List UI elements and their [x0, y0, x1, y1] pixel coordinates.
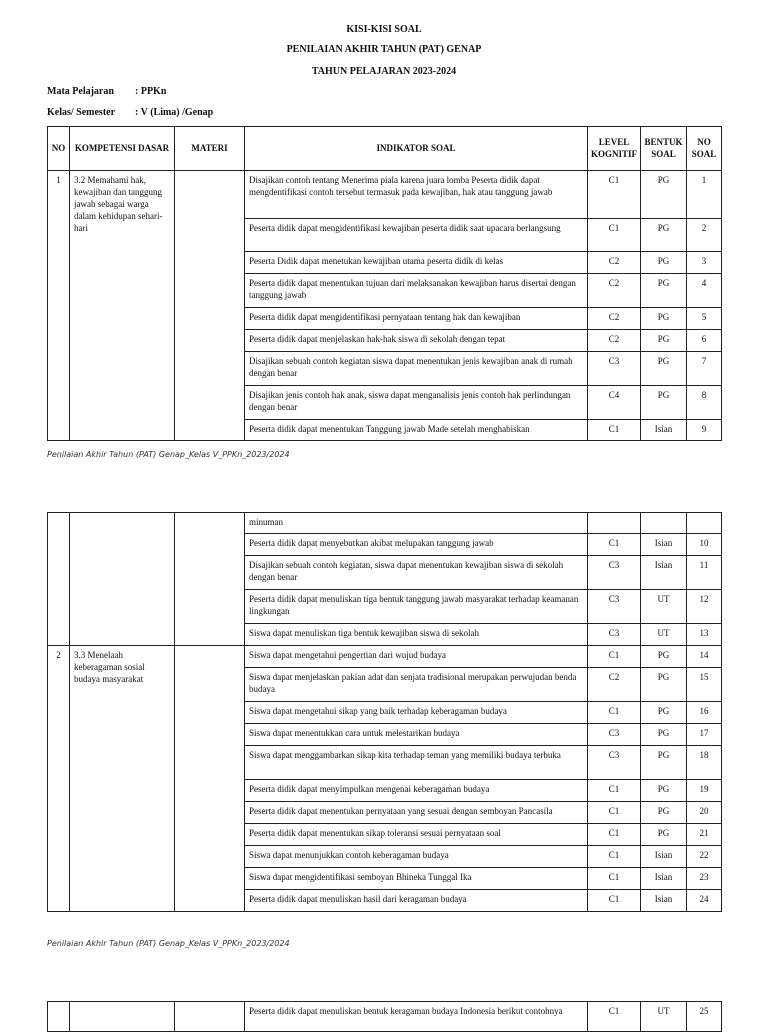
indikator-cell: Siswa dapat menjelaskan pakian adat dan senjata tradisional merupakan perwujudan benda budaya [245, 668, 588, 702]
indikator-cell: Peserta didik dapat menentukan pernyataan yang sesuai dengan semboyan Pancasila [245, 802, 588, 824]
level-cell: C1 [588, 780, 641, 802]
bentuk-cell: UT [641, 1002, 687, 1032]
no-soal-cell: 22 [687, 846, 722, 868]
no-soal-cell: 19 [687, 780, 722, 802]
indikator-cell: Siswa dapat menuliskan tiga bentuk kewajiban siswa di sekolah [245, 624, 588, 646]
table-row [48, 513, 722, 534]
materi-cell [175, 513, 245, 646]
indikator-cell: Disajikan sebuah contoh kegiatan siswa dapat menentukan jenis kewajiban anak di rumah dengan benar [245, 352, 588, 386]
no-soal-cell: 17 [687, 724, 722, 746]
no-soal-cell: 11 [687, 556, 722, 590]
indikator-cell: Siswa dapat menunjukkan contoh keberagaman budaya [245, 846, 588, 868]
materi-cell [175, 646, 245, 912]
indikator-cell: Peserta didik dapat menentukan tujuan dari melaksanakan kewajiban harus disertai dengan tanggung jawab [245, 274, 588, 308]
no-soal-cell: 14 [687, 646, 722, 668]
level-cell: C3 [588, 556, 641, 590]
doc-title: KISI-KISI SOAL [346, 24, 422, 35]
level-cell: C2 [588, 330, 641, 352]
no-soal-cell: 25 [687, 1002, 722, 1032]
bentuk-cell: PG [641, 702, 687, 724]
no-soal-cell: 1 [687, 171, 722, 219]
bentuk-cell: UT [641, 624, 687, 646]
table-row [48, 1002, 722, 1032]
kisi-table-page2 [47, 512, 722, 912]
bentuk-cell: PG [641, 746, 687, 780]
no-soal-cell: 15 [687, 668, 722, 702]
indikator-cell: Peserta didik dapat menuliskan hasil dari keragaman budaya [245, 890, 588, 912]
level-cell: C4 [588, 386, 641, 420]
col-header-level: LEVEL KOGNITIF [588, 127, 641, 171]
bentuk-cell: PG [641, 308, 687, 330]
subject-row [47, 86, 167, 97]
level-cell: C1 [588, 802, 641, 824]
level-cell: C2 [588, 308, 641, 330]
no-soal-cell: 10 [687, 534, 722, 556]
kisi-table-page1 [47, 126, 722, 441]
bentuk-cell: UT [641, 590, 687, 624]
row-no-cell: 2 [48, 646, 70, 912]
col-header-no: NO [48, 127, 70, 171]
bentuk-cell [641, 513, 687, 534]
indikator-cell: Peserta didik dapat menentukan Tanggung jawab Made setelah menghabiskan [245, 420, 588, 441]
no-soal-cell: 5 [687, 308, 722, 330]
level-cell: C3 [588, 352, 641, 386]
bentuk-cell: PG [641, 330, 687, 352]
no-soal-cell: 8 [687, 386, 722, 420]
indikator-cell: Siswa dapat mengidentifikasi semboyan Bhineka Tunggal Ika [245, 868, 588, 890]
indikator-cell: Peserta didik dapat menentukan sikap toleransi sesuai pernyataan soal [245, 824, 588, 846]
class-row [47, 107, 214, 118]
bentuk-cell: PG [641, 646, 687, 668]
indikator-cell: Peserta didik dapat menyimpulkan mengenai keberagaman budaya [245, 780, 588, 802]
no-soal-cell: 6 [687, 330, 722, 352]
indikator-cell: Peserta didik dapat menuliskan bentuk keragaman budaya Indonesia berikut contohnya [245, 1002, 588, 1032]
level-cell: C1 [588, 1002, 641, 1032]
level-cell: C2 [588, 668, 641, 702]
indikator-cell: Disajikan jenis contoh hak anak, siswa dapat menganalisis jenis contoh hak perlindungan dengan benar [245, 386, 588, 420]
indikator-cell: Peserta didik dapat menyebutkan akibat melupakan tanggung jawab [245, 534, 588, 556]
no-soal-cell: 3 [687, 252, 722, 274]
indikator-cell: Siswa dapat menentukkan cara untuk melestarikan budaya [245, 724, 588, 746]
level-cell: C1 [588, 846, 641, 868]
kd-cell [70, 1002, 175, 1032]
materi-cell [175, 1002, 245, 1032]
level-cell: C1 [588, 534, 641, 556]
no-soal-cell: 16 [687, 702, 722, 724]
class-label: Kelas/ Semester [47, 107, 116, 118]
indikator-cell: Peserta didik dapat menjelaskan hak-hak siswa di sekolah dengan tepat [245, 330, 588, 352]
level-cell: C2 [588, 252, 641, 274]
level-cell: C3 [588, 724, 641, 746]
no-soal-cell: 18 [687, 746, 722, 780]
bentuk-cell: PG [641, 780, 687, 802]
table-row [48, 646, 722, 668]
bentuk-cell: Isian [641, 534, 687, 556]
subject-label: Mata Pelajaran [47, 86, 114, 97]
doc-year: TAHUN PELAJARAN 2023-2024 [311, 66, 457, 77]
bentuk-cell: PG [641, 802, 687, 824]
indikator-cell: Siswa dapat mengetahui sikap yang baik terhadap keberagaman budaya [245, 702, 588, 724]
indikator-cell: Peserta Didik dapat menetukan kewajiban utama peserta didik di kelas [245, 252, 588, 274]
level-cell: C1 [588, 646, 641, 668]
row-no-cell [48, 513, 70, 646]
row-no-cell: 1 [48, 171, 70, 441]
level-cell: C1 [588, 868, 641, 890]
level-cell [588, 513, 641, 534]
indikator-cell: Disajikan sebuah contoh kegiatan, siswa dapat menentukan kewajiban siswa di sekolah dengan benar [245, 556, 588, 590]
no-soal-cell: 9 [687, 420, 722, 441]
bentuk-cell: PG [641, 724, 687, 746]
indikator-cell: Siswa dapat menggambarkan sikap kita terhadap teman yang memiliki budaya terbuka [245, 746, 588, 780]
no-soal-cell [687, 513, 722, 534]
level-cell: C3 [588, 590, 641, 624]
bentuk-cell: Isian [641, 890, 687, 912]
level-cell: C1 [588, 702, 641, 724]
materi-cell [175, 171, 245, 441]
bentuk-cell: PG [641, 386, 687, 420]
indikator-cell: minuman [245, 513, 588, 534]
level-cell: C1 [588, 824, 641, 846]
no-soal-cell: 12 [687, 590, 722, 624]
level-cell: C3 [588, 624, 641, 646]
no-soal-cell: 23 [687, 868, 722, 890]
bentuk-cell: PG [641, 252, 687, 274]
level-cell: C1 [588, 890, 641, 912]
no-soal-cell: 2 [687, 219, 722, 252]
indikator-cell: Peserta didik dapat mengidentifikasi kewajiban peserta didik saat upacara berlangsung [245, 219, 588, 252]
no-soal-cell: 4 [687, 274, 722, 308]
kd-cell: 3.2 Memahami hak, kewajiban dan tanggung jawab sebagai warga dalam kehidupan sehari-hari [70, 171, 175, 441]
kd-cell [70, 513, 175, 646]
subject-value: : PPKn [135, 86, 167, 97]
page-footer-1: Penilaian Akhir Tahun (PAT) Genap_Kelas V_PPKn_2023/2024 [47, 450, 290, 459]
class-value: : V (Lima) /Genap [135, 107, 214, 118]
no-soal-cell: 24 [687, 890, 722, 912]
kisi-table-page3 [47, 1001, 722, 1032]
level-cell: C3 [588, 746, 641, 780]
row-no-cell [48, 1002, 70, 1032]
col-header-nosoal: NO SOAL [687, 127, 722, 171]
level-cell: C1 [588, 171, 641, 219]
indikator-cell: Disajikan contoh tentang Menerima piala karena juara lomba Peserta didik dapat mengdentifikasi contoh tersebut termasuk pada kewajiban, hak atau tanggung jawab [245, 171, 588, 219]
indikator-cell: Peserta didik dapat menuliskan tiga bentuk tanggung jawab masyarakat terhadap keamanan lingkungan [245, 590, 588, 624]
col-header-kd: KOMPETENSI DASAR [70, 127, 175, 171]
no-soal-cell: 7 [687, 352, 722, 386]
bentuk-cell: PG [641, 219, 687, 252]
doc-subtitle: PENILAIAN AKHIR TAHUN (PAT) GENAP [286, 44, 482, 55]
level-cell: C2 [588, 274, 641, 308]
indikator-cell: Siswa dapat mengetahui pengertian dari wujud budaya [245, 646, 588, 668]
no-soal-cell: 21 [687, 824, 722, 846]
bentuk-cell: PG [641, 171, 687, 219]
col-header-bentuk: BENTUK SOAL [641, 127, 687, 171]
bentuk-cell: Isian [641, 420, 687, 441]
indikator-cell: Peserta didik dapat mengidentifikasi pernyataan tentang hak dan kewajiban [245, 308, 588, 330]
table-row [48, 171, 722, 219]
level-cell: C1 [588, 219, 641, 252]
kd-cell: 3.3 Menelaah keberagaman sosial budaya masyarakat [70, 646, 175, 912]
no-soal-cell: 13 [687, 624, 722, 646]
level-cell: C1 [588, 420, 641, 441]
bentuk-cell: PG [641, 824, 687, 846]
col-header-indikator: INDIKATOR SOAL [245, 127, 588, 171]
col-header-materi: MATERI [175, 127, 245, 171]
bentuk-cell: Isian [641, 868, 687, 890]
bentuk-cell: PG [641, 352, 687, 386]
bentuk-cell: Isian [641, 556, 687, 590]
page-footer-2: Penilaian Akhir Tahun (PAT) Genap_Kelas V_PPKn_2023/2024 [47, 939, 290, 948]
bentuk-cell: PG [641, 274, 687, 308]
bentuk-cell: PG [641, 668, 687, 702]
no-soal-cell: 20 [687, 802, 722, 824]
bentuk-cell: Isian [641, 846, 687, 868]
